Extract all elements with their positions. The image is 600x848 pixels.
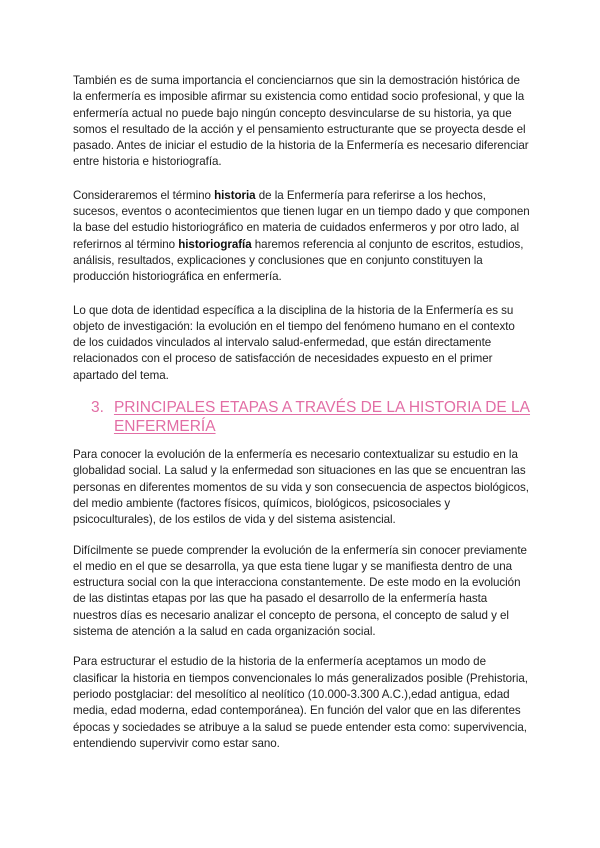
paragraph-text: haremos referencia al conjunto de escritos, estudios, análisis, resultados, explicaciones y conclusiones que en conjunto constituyen la producción historiográfica en enfermería. <box>73 237 524 284</box>
section-number: 3. <box>91 399 104 417</box>
paragraph-structure: Para estructurar el estudio de la historia de la enfermería aceptamos un modo de clasificar la historia en tiempos convencionales lo más generalizados posible (Prehistoria, periodo postglaciar: del mesolítico al neolítico (10.000-3.300 A.C.),edad antigua, edad media, edad moderna, edad contemporánea). En función del valor que en las diferentes épocas y sociedades se atribuye a la salud se puede entender esta como: supervivencia, entendiendo supervivir como estar sano. <box>73 655 528 750</box>
term-historiografia: historiografía <box>178 237 252 251</box>
paragraph-context: Para conocer la evolución de la enfermería es necesario contextualizar su estudio en la globalidad social. La salud y la enfermedad son situaciones en las que se encuentran las personas en diferentes momentos de su vida y son consecuencia de aspectos biológicos, del medio ambiente (factores físicos, químicos, biológicos, psicosociales y psicoculturales), de los estilos de vida y del sistema asistencial. <box>73 448 529 527</box>
section-title: PRINCIPALES ETAPAS A TRAVÉS DE LA HISTORIA DE LA ENFERMERÍA <box>113 399 531 436</box>
section-heading <box>91 398 530 436</box>
paragraph-evolution: Difícilmente se puede comprender la evolución de la enfermería sin conocer previamente el medio en el que se desarrolla, ya que esta tiene lugar y se manifiesta dentro de una estructura social con la que interacciona constantemente. De este modo en la evolución de las distintas etapas por las que ha pasado el desarrollo de la enfermería hasta nuestros días es necesario analizar el concepto de persona, el concepto de salud y el sistema de atención a la salud en cada organización social. <box>73 543 527 639</box>
paragraph-text: Consideraremos el término <box>73 188 215 202</box>
paragraph-definitions <box>73 188 530 286</box>
paragraph-text: de la Enfermería para referirse a los hechos, sucesos, eventos o acontecimientos que tienen lugar en un tiempo dado y que componen la base del estudio historiográfico en materia de cuidados enfermeros y por otro lado, al referirnos al término <box>73 188 530 251</box>
paragraph-intro: También es de suma importancia el concienciarnos que sin la demostración histórica de la enfermería es imposible afirmar su existencia como entidad socio profesional, y que la enfermería actual no puede bajo ningún concepto desvincularse de su historia, ya que somos el resultado de la acción y el pensamiento estructurante que se proyecta desde el pasado. Antes de iniciar el estudio de la historia de la Enfermería es necesario diferenciar entre historia e historiografía. <box>73 74 529 169</box>
paragraph-identity: Lo que dota de identidad específica a la disciplina de la historia de la Enfermería es su objeto de investigación: la evolución en el tiempo del fenómeno humano en el contexto de los cuidados vinculados al intervalo salud-enfermedad, que están directamente relacionados con el proceso de satisfacción de necesidades expuesto en el primer apartado del tema. <box>73 303 515 382</box>
term-historia: historia <box>214 188 256 202</box>
